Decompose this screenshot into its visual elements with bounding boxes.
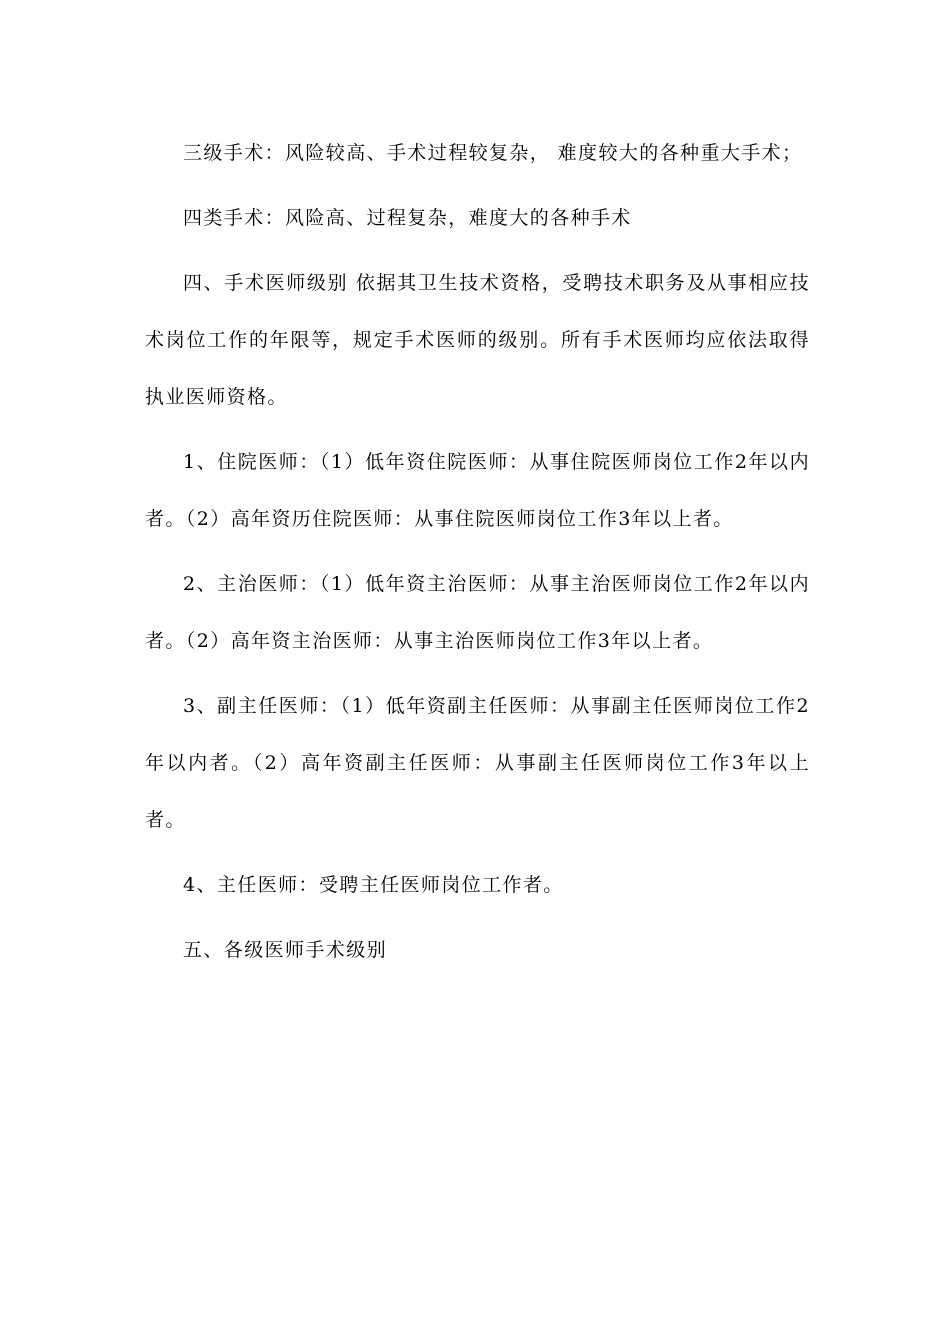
paragraph-grade-three-surgery: 三级手术：风险较高、手术过程较复杂， 难度较大的各种重大手术； xyxy=(183,142,803,164)
paragraph-section-five-heading: 五、各级医师手术级别 xyxy=(183,939,388,961)
paragraph-grade-four-surgery: 四类手术：风险高、过程复杂，难度大的各种手术 xyxy=(183,207,632,229)
paragraph-chief-physician: 4、主任医师：受聘主任医师岗位工作者。 xyxy=(183,874,564,896)
paragraph-attending-physician: 2、主治医师：（1）低年资主治医师：从事主治医师岗位工作2年以内者。（2）高年资主治医师：从事主治医师岗位工作3年以上者。 xyxy=(145,573,810,652)
paragraph-section-four-surgeon-levels: 四、手术医师级别 依据其卫生技术资格，受聘技术职务及从事相应技术岗位工作的年限等，规定手术医师的级别。所有手术医师均应依法取得执业医师资格。 xyxy=(145,272,810,408)
paragraph-resident-physician: 1、住院医师：（1）低年资住院医师：从事住院医师岗位工作2年以内者。（2）高年资历住院医师：从事住院医师岗位工作3年以上者。 xyxy=(145,451,810,530)
document-body xyxy=(145,125,810,979)
paragraph-associate-chief-physician: 3、副主任医师：（1）低年资副主任医师：从事副主任医师岗位工作2年以内者。（2）高年资副主任医师：从事副主任医师岗位工作3年以上者。 xyxy=(145,695,810,831)
